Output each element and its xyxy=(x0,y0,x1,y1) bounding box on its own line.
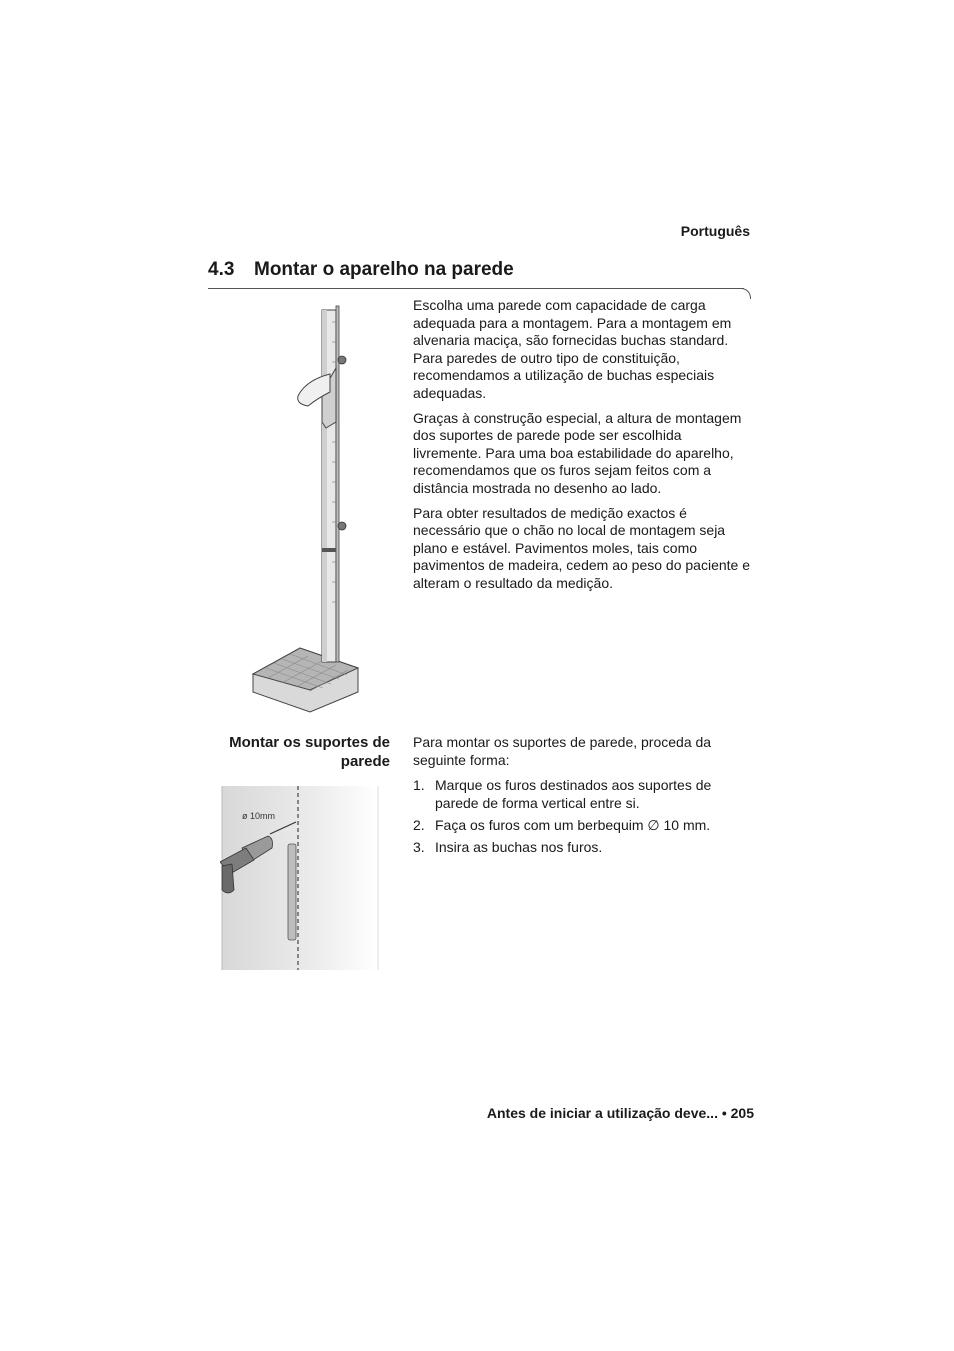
list-item xyxy=(413,839,753,857)
subsection-heading-line: Montar os suportes de xyxy=(229,734,390,751)
steps-list xyxy=(413,777,753,856)
page-footer: Antes de iniciar a utilização deve... • 205 xyxy=(486,1105,754,1121)
step-number: 2. xyxy=(413,816,425,833)
section-number: 4.3 xyxy=(208,259,235,280)
step-text: Marque os furos destinados aos suportes de parede de forma vertical entre si. xyxy=(435,777,712,811)
list-item xyxy=(413,817,753,835)
section-title-text: Montar o aparelho na parede xyxy=(254,259,514,280)
intro-text xyxy=(413,297,753,600)
drill-diameter-label: ø 10mm xyxy=(242,811,276,821)
paragraph: Escolha uma parede com capacidade de carga adequada para a montagem. Para a montagem em alvenaria maciça, são fornecidas buchas standard. Para paredes de outro tipo de constituição, recomendamos a utilização de buchas especiais adequadas. xyxy=(413,297,732,401)
subsection-text xyxy=(413,734,753,861)
title-rule xyxy=(208,288,744,289)
paragraph: Para montar os suportes de parede, proceda da seguinte forma: xyxy=(413,734,712,768)
drill-illustration xyxy=(220,782,380,972)
step-number: 1. xyxy=(413,777,425,794)
step-number: 3. xyxy=(413,838,425,855)
paragraph: Graças à construção especial, a altura de montagem dos suportes de parede pode ser escolhida livremente. Para uma boa estabilidade do aparelho, recomendamos que os furos sejam feitos com a distância mostrada no desenho ao lado. xyxy=(413,409,742,496)
section-title xyxy=(208,259,514,281)
subsection-heading-line: parede xyxy=(340,753,390,770)
language-label: Português xyxy=(680,223,750,239)
height-rod-illustration xyxy=(248,302,363,714)
subsection-heading xyxy=(200,733,390,771)
step-text: Faça os furos com um berbequim ∅ 10 mm. xyxy=(435,816,711,833)
list-item xyxy=(413,777,753,812)
step-text: Insira as buchas nos furos. xyxy=(435,838,603,855)
paragraph: Para obter resultados de medição exactos é necessário que o chão no local de montagem seja plano e estável. Pavimentos moles, tais como pavimentos de madeira, cedem ao peso do paciente e alteram o resultado da medição. xyxy=(413,504,750,591)
